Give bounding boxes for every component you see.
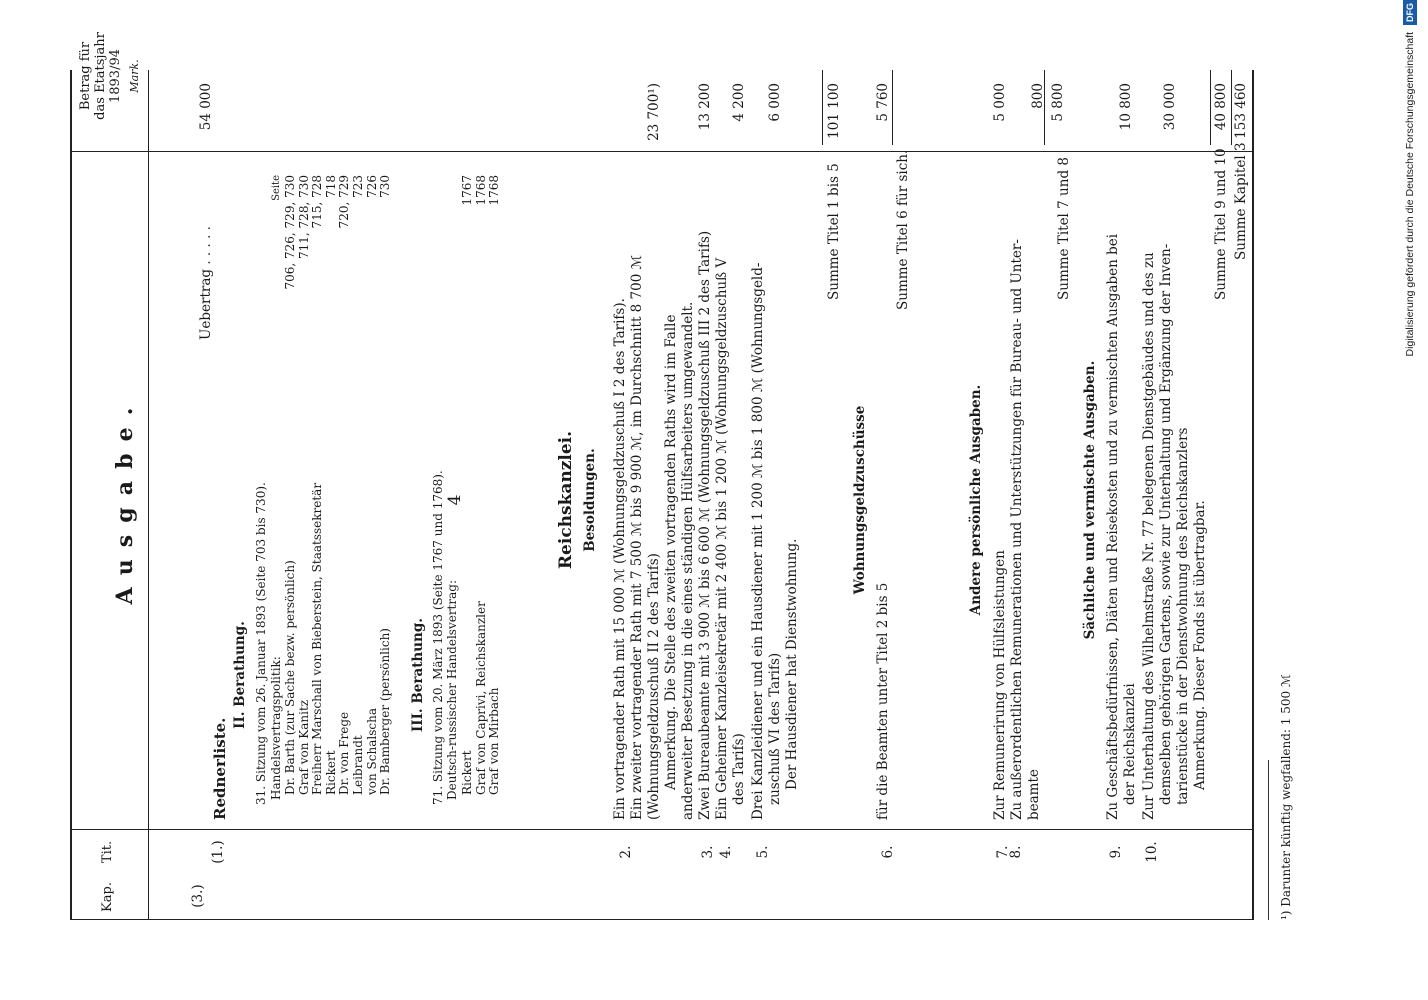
speaker-name: Dr. Barth (zur Sache bezw. persönlich) <box>283 560 297 795</box>
tit-number: 6. <box>880 845 896 859</box>
summe-1-5-label: Summe Titel 1 bis 5 <box>826 163 842 300</box>
berathung-ii-heading: II. Berathung. <box>232 621 248 729</box>
sum-rule <box>892 70 893 145</box>
amount-tit-3: 13 200 <box>697 83 713 131</box>
table-top-rule <box>70 70 72 920</box>
uebertrag-text: Uebertrag <box>198 268 214 340</box>
wohnungsgeld-heading: Wohnungsgeldzuschüsse <box>852 405 868 595</box>
speaker-pages: 706, 726, 729, 730 <box>283 175 297 290</box>
item-line: Ein vortragender Rath mit 15 000 ℳ (Wohnungsgeldzuschuß I 2 des Tarifs). <box>612 298 628 820</box>
summe-9-10-amount: 40 800 <box>1213 83 1229 131</box>
rednerliste-heading: Rednerliste. <box>211 717 229 820</box>
speaker-pages: 720, 729 <box>337 175 352 229</box>
item-line: Zur Unterhaltung des Wilhelmstraße Nr. 77 belegenen Dienstgebäudes und des zu <box>1141 252 1157 820</box>
sum-rule <box>822 70 823 145</box>
item-line: tarienstücke in der Dienstwohnung des Reichskanzlers <box>1175 427 1191 805</box>
item-line: Der Hausdiener hat Dienstwohnung. <box>784 538 800 790</box>
item-line: Drei Kanzleidiener und ein Hausdiener mit 1 200 ℳ bis 1 800 ℳ (Wohnungsgeld- <box>750 262 766 820</box>
item-line: beamte <box>1026 769 1042 820</box>
digitization-text: Digitalisierung gefördert durch die Deutsche Forschungsgemeinschaft <box>1404 31 1416 357</box>
session-31: 31. Sitzung vom 26. Januar 1893 (Seite 703 bis 730). <box>254 482 268 805</box>
column-header-tit: Tit. <box>100 840 115 864</box>
speaker-pages: 730 <box>378 175 393 198</box>
digitization-note <box>1398 0 1422 400</box>
speaker-pages: 711, 728, 730 <box>296 175 311 259</box>
item-line: Zu außerordentlichen Remunerationen und Unterstützungen für Bureau- und Unter- <box>1009 239 1025 820</box>
speaker-name: Graf von Kanitz <box>296 699 311 795</box>
amount-tit-10: 30 000 <box>1162 83 1178 131</box>
tit-number: 5. <box>755 845 771 859</box>
table-bottom-rule <box>1252 70 1254 920</box>
amount-tit-7: 5 000 <box>992 83 1008 122</box>
item-line: Zu Geschäftsbedürfnissen, Diäten und Reisekosten und zu vermischten Ausgaben bei <box>1105 233 1121 820</box>
amount-separator <box>70 151 1252 152</box>
summe-7-8-label: Summe Titel 7 und 8 <box>1056 157 1072 300</box>
column-header-betrag-1: Betrag für <box>78 41 93 111</box>
page-title: Ausgabe. <box>112 395 138 605</box>
speaker-name: Leibrandt <box>351 735 365 795</box>
item-line: demselben gehörigen Gartens, sowie zur Unterhaltung und Ergänzung der Inven- <box>1158 243 1174 805</box>
footnote-rule <box>1268 760 1269 920</box>
item-line: (Wohnungsgeldzuschuß II 2 des Tarifs) <box>646 553 662 820</box>
tit-number: 9. <box>1108 845 1124 859</box>
summe-1-5-amount: 101 100 <box>826 83 842 139</box>
amount-tit-6: 5 760 <box>875 83 891 122</box>
speaker-name: Rickert <box>460 750 474 795</box>
tit-number: 4. <box>718 845 734 859</box>
kapitel-summe-amount: 153 460 <box>1233 83 1249 139</box>
speaker-name: Dr. Bamberger (persönlich) <box>378 628 393 795</box>
speaker-pages: 726 <box>364 175 379 198</box>
topic-handelsvertragspolitik: Handelsvertragspolitik: <box>269 656 283 800</box>
speaker-pages: 723 <box>351 175 365 198</box>
session-71: 71. Sitzung vom 20. März 1893 (Seite 1767 und 1768). <box>431 470 445 805</box>
speaker-pages: 715, 728 <box>310 175 325 229</box>
item-line: des Tarifs) <box>731 733 747 805</box>
tit-number: 8. <box>1008 845 1024 859</box>
speaker-pages: 1767 <box>460 175 474 206</box>
amount-tit-5: 6 000 <box>767 83 783 122</box>
speaker-name: von Schalscha <box>364 708 379 795</box>
sum-rule <box>1231 70 1232 145</box>
tit-number: 10. <box>1144 841 1160 863</box>
speaker-name: Dr. von Frege <box>337 711 352 795</box>
topic-handelsvertrag: Deutsch-russischer Handelsvertrag: <box>445 580 459 800</box>
kapitel-summe-label: Summe Kapitel 3 <box>1233 142 1249 260</box>
speaker-name: Graf von Mirbach <box>487 687 502 795</box>
amount-tit-2: 23 700¹) <box>646 83 662 141</box>
amount-tit-4: 4 200 <box>731 83 747 122</box>
speaker-name: Rickert <box>323 750 338 795</box>
kap-number: (3.) <box>190 884 206 908</box>
summe-6-label: Summe Titel 6 für sich. <box>895 149 911 310</box>
tit-number: 2. <box>618 845 634 859</box>
dfg-logo: DFG <box>1403 0 1417 25</box>
item-note: anderweiter Besetzung in die eines ständigen Hülfsarbeiters umgewandelt. <box>680 301 696 820</box>
speaker-pages: 1768 <box>473 175 488 206</box>
reichskanzlei-heading: Reichskanzlei. <box>556 430 576 570</box>
item-note: Anmerkung. Die Stelle des zweiten vortragenden Raths wird im Falle <box>663 314 679 790</box>
tit-number: 7. <box>995 845 1011 859</box>
speaker-name: Freiherr Marschall von Bieberstein, Staatssekretär <box>310 482 325 795</box>
footnote: ¹) Darunter künftig wegfallend: 1 500 ℳ <box>1279 674 1293 920</box>
page-number: 4 <box>445 494 465 506</box>
tit-number: 3. <box>700 845 716 859</box>
column-header-unit: Mark. <box>128 59 141 93</box>
sum-rule <box>1210 70 1211 145</box>
amount-tit-9: 10 800 <box>1118 83 1134 131</box>
item-line: Zur Remunerirung von Hülfsleistungen <box>992 550 1008 820</box>
item-line: Ein zweiter vortragender Rath mit 7 500 ℳ bis 9 900 ℳ, im Durchschnitt 8 700 ℳ <box>629 254 645 820</box>
summe-7-8-amount: 5 800 <box>1050 83 1066 122</box>
kap-tit-separator <box>70 829 1252 830</box>
item-line: Ein Geheimer Kanzleisekretär mit 2 400 ℳ bis 1 200 ℳ (Wohnungsgeldzuschuß V <box>714 257 730 820</box>
item-line: Zwei Bureaubeamte mit 3 900 ℳ bis 6 600 ℳ (Wohnungsgeldzuschuß III 2 des Tarifs) <box>697 230 713 820</box>
uebertrag-amount: 54 000 <box>198 83 214 131</box>
item-note: Anmerkung. Dieser Fonds ist übertragbar. <box>1192 500 1208 790</box>
seite-label: Seite <box>271 175 282 201</box>
speaker-pages: 1768 <box>487 175 502 206</box>
left-border <box>70 919 1252 920</box>
uebertrag-label: Uebertrag . . . . . <box>198 226 214 340</box>
speaker-pages: 718 <box>323 175 338 198</box>
item-line: zuschuß VI des Tarifs) <box>767 652 783 805</box>
wohnungsgeld-line: für die Beamten unter Titel 2 bis 5 <box>875 582 891 820</box>
column-header-betrag-2: das Etatsjahr <box>93 32 108 120</box>
item-line: der Reichskanzlei <box>1122 683 1138 805</box>
speaker-name: Graf von Caprivi, Reichskanzler <box>473 601 488 795</box>
berathung-iii-heading: III. Berathung. <box>410 617 426 733</box>
header-rule <box>148 70 149 920</box>
column-header-kap: Kap. <box>100 882 115 912</box>
besoldungen-heading: Besoldungen. <box>582 448 598 552</box>
column-header-betrag-3: 1893/94 <box>108 49 123 104</box>
tit-number: (1.) <box>210 840 226 864</box>
andere-heading: Andere persönliche Ausgaben. <box>968 384 984 616</box>
amount-tit-8: 800 <box>1030 83 1046 109</box>
sum-rule <box>1044 70 1045 145</box>
saechliche-heading: Sächliche und vermischte Ausgaben. <box>1082 360 1098 640</box>
summe-9-10-label: Summe Titel 9 und 10 <box>1213 148 1229 300</box>
